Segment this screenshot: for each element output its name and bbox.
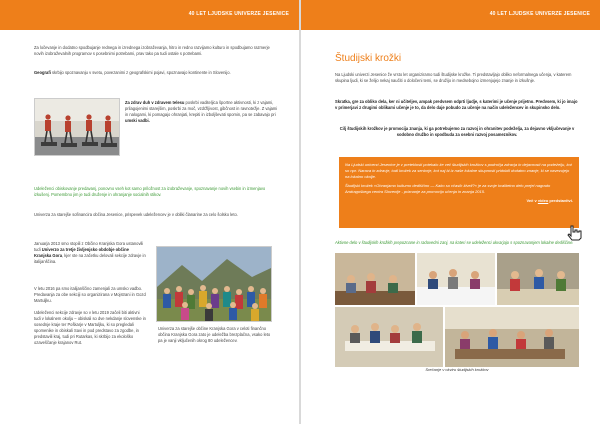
right-paragraph-1: Na Ljudski univerzi Jesenice že vrsto let organiziramo tudi študijske krožke. Ti predstavljajo obliko neformalnega učenja, v katerem skupina ljudi, ki se želijo nekaj naučiti o določeni temi, se družijo in medsebojno izmenjujejo znanje in izkušnje. <box>335 72 572 83</box>
left-paragraph-7: V letu 2016 pa smo italijanščino zamenjali za umsko vadbo. Predavanja za obe sekciji so organizirana v Mojstrani in Gozd Martuljku. <box>34 286 146 303</box>
zdrav-duh-lead: Za zdrav duh v zdravem telesu <box>125 100 185 105</box>
kg-tail: , kjer ste na začetku delovali sekcije zdravje in italijanščina. <box>34 253 146 264</box>
geografi-text: skrbijo spoznavanju v svetu, povezanimi z geografskimi pojavi, spoznavajo kontinente in Slovenijo. <box>51 70 231 75</box>
info-box-paragraph-1: Na Ljudski univerzi Jesenice je v preteklosti potekalo že več študijskih krožkov s področja zdravja in dejavnosti na podeželju, kot so npr. Narava in zdravje, tudi krožek za seniorje, kot naj bi iz naše lokalne skupnosti pridobili dodatno znanje, ki se navezujejo na lokalno okolje. <box>345 162 572 179</box>
geografi-lead: Geografi <box>34 70 51 75</box>
umska-vadba-tail: umski vadbi. <box>125 118 150 123</box>
study-circles-info-box <box>339 157 579 228</box>
left-header <box>0 0 299 30</box>
left-paragraph-4-green: Udeleženci obiskovanje predavanj, ponovno vseh kot samo priložnost za izobraževanje, spoznavanje novih vsebin in izmenjavo izkušenj. Pomembno jim je tudi druženje in ohranjanje socialnih stikov. <box>34 186 266 197</box>
video-prefix: Več v <box>526 198 537 203</box>
kg-intro: Januarja 2013 smo stopili z Občino Kranjska Gora ustanovili tudi <box>34 241 144 252</box>
group-hiking-photo <box>156 246 272 322</box>
left-header-title: 40 LET LJUDSKE UNIVERZE JESENICE <box>188 11 289 17</box>
video-line <box>345 198 573 204</box>
group-photo-caption: Univerza za starejše občine Kranjska Gora v celoti finančno občina Kranjska Gora zato je udeležba brezplačna, vsako leto pa je vanji vključenih okrog 80 udeležencev. <box>158 326 271 343</box>
video-suffix: predstavitvi. <box>549 198 573 203</box>
right-green-note: Aktivne delo v študijskih krožkih prepoznane in radovedni zanj, na kateri se udeleženci ukvarjajo s spoznavanjem lokalne dediščine. <box>335 240 574 245</box>
zdrav-duh-text: poskrbi vaditeljica športne aktivnosti, ki z vajami, prilagojenimi starejšim, poskrbi za moč, vzdržljivost, gibčnost in ravnotežje. Z vajami in nalogami, ki pomagajo ohranjati, krepiti in izboljševati spomin, pa se zabavajo pri <box>125 100 278 117</box>
left-paragraph-2 <box>34 70 279 76</box>
left-paragraph-8: Udeleženci sekcije zdravje so v letu 2019 začeli biti aktivni tudi v lokalnem okolju – obiskali so dve nekdanje slovenske in sosednje kraje ter Poškarje v Martuljku, ki so pregledali spomenike in obiskali Savi in pod predstavo za zgodbe, in predstavili kraj, tudi pri Rutarkas, ki skrbijo za ekološko ozaveščanje krajanov Rut. <box>34 310 146 345</box>
exercise-class-photo <box>34 98 120 156</box>
video-link[interactable]: video <box>537 198 549 203</box>
left-paragraph-3 <box>125 100 279 124</box>
left-paragraph-5: Univerza za starejše sofinancira občina Jesenice, prispevek udeležencev je v obliki članarine za celo šolsko leto. <box>34 212 238 217</box>
right-header <box>301 0 600 30</box>
collage-caption: Srečanje v okviru študijskih krožkov <box>425 367 489 372</box>
left-page <box>0 0 299 424</box>
left-paragraph-6 <box>34 241 146 265</box>
info-box-paragraph-2: Študijski krožek »Ohranjamo kulturno dediščino — Kako so včasih živeli?« je za svoje kvalitetno delo prejel nagrado Andragoškega centra Slovenije - priznanje za promocijo učenja in znanja 2015. <box>345 183 551 194</box>
kg-lead: Univerzo za tretje življenjsko obdobje občine Kranjska Gora <box>34 247 129 258</box>
right-paragraph-2: Skratka, gre za obliko dela, ker ni učiteljev, ampak predvsem odprti ljudje, s katerimi je učenje prijetno. Predvsem, ki jo imajo v primerjavi z drugimi oblikami učenje je to, da delo daje pobudo za učenje na način udeležencev in skupinsko delo. <box>335 99 578 110</box>
right-header-title: 40 LET LJUDSKE UNIVERZE JESENICE <box>489 11 590 17</box>
left-paragraph-1: Za ločevanje in dodatno spodbujanje rednega in izrednega izobraževanja, hitro in redno razvijamo kulturo in spodbujamo razmerje novih izobraževalnih programov s posebnimi potrebami, prav tako pa tudi ostale s potrebami. <box>34 45 270 56</box>
section-title: Študijski krožki <box>335 53 402 64</box>
right-paragraph-3: Cilj študijskih krožkov je promocija znanja, ki ga potrebujemo za razvoj in ohranitev podeželja, za dejavno vključevanje v sodobno družbo in spodbuda za osebni razvoj posameznikov. <box>339 126 575 137</box>
right-page <box>301 0 600 424</box>
study-circles-photo-collage <box>335 253 579 367</box>
